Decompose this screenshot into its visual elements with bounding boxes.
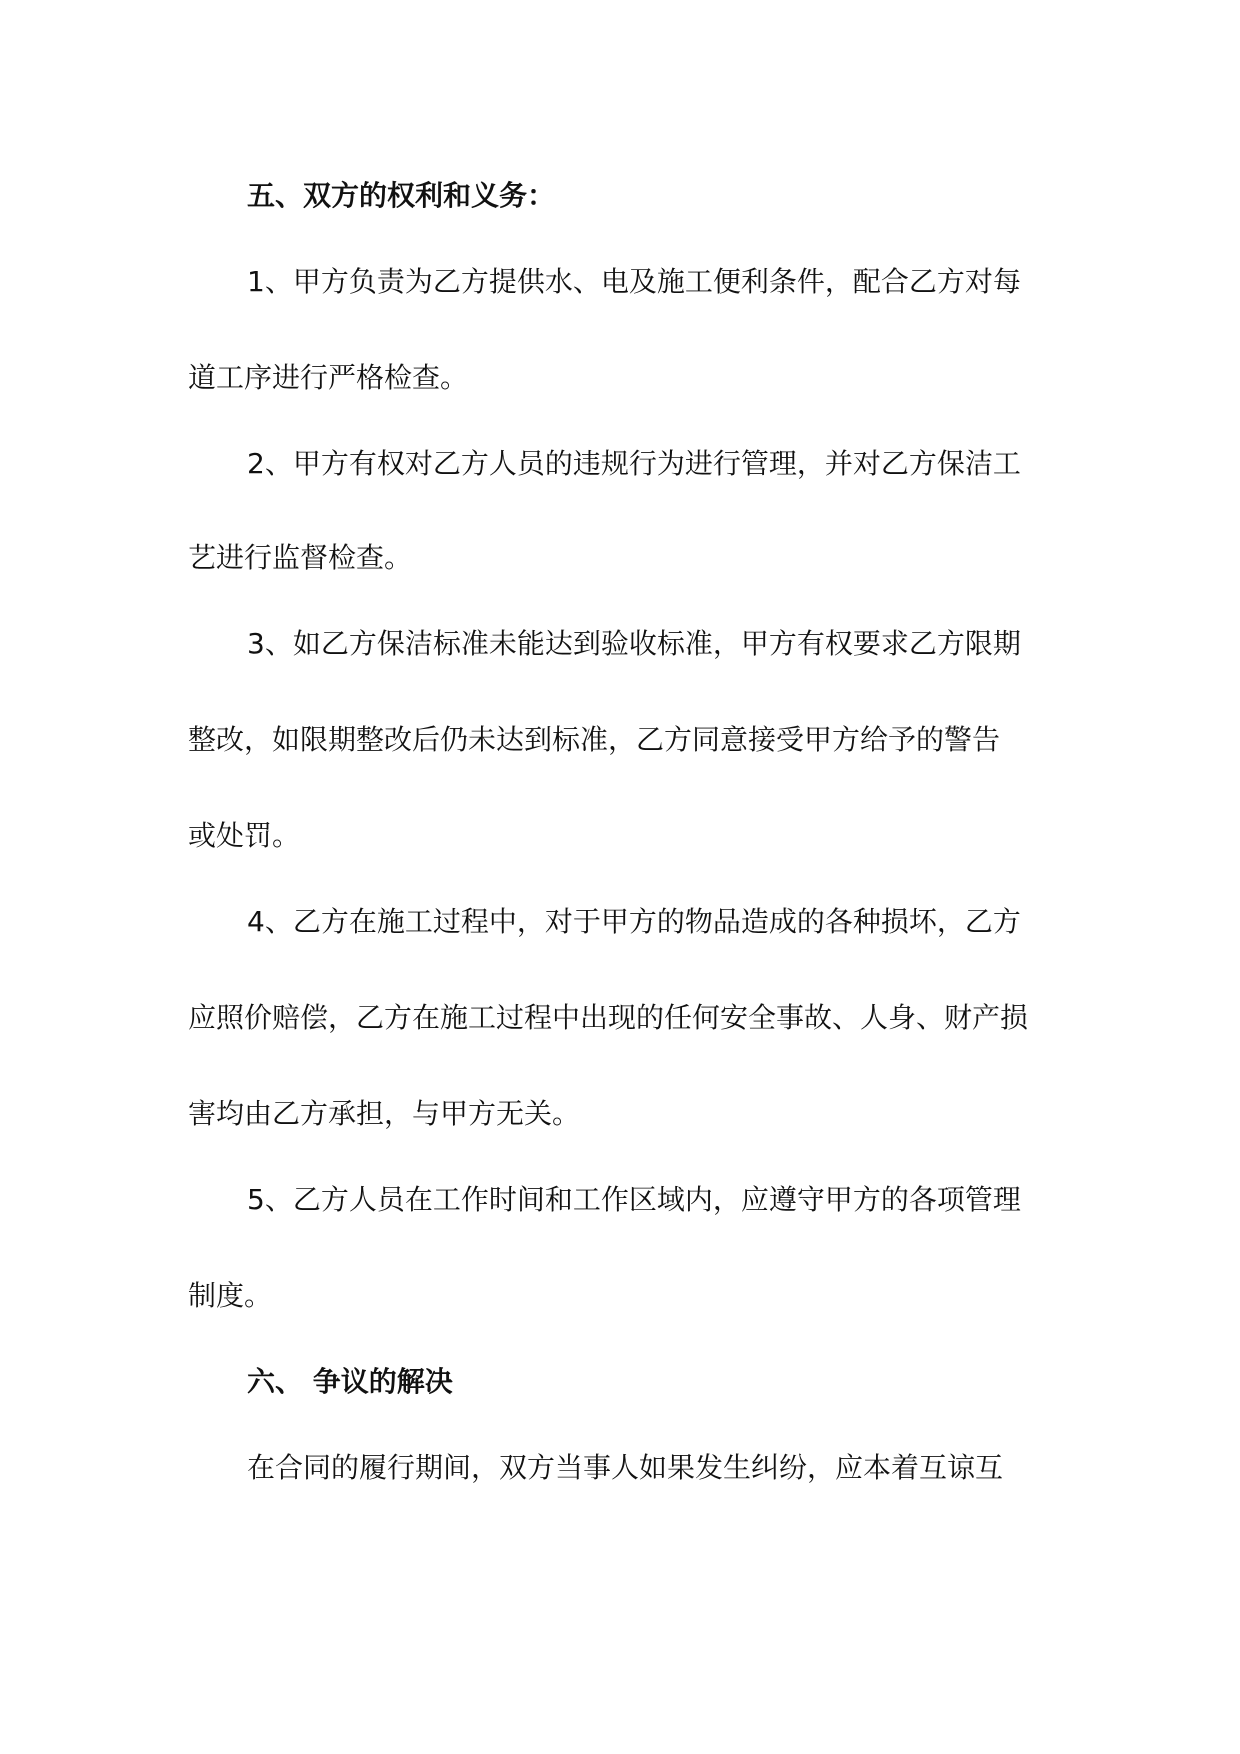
- item-2-line-2: 艺进行监督检查。: [188, 541, 413, 574]
- section-6-heading: 六、 争议的解决: [247, 1365, 453, 1398]
- item-4-line-2: 应照价赔偿，乙方在施工过程中出现的任何安全事故、人身、财产损: [188, 1001, 1029, 1034]
- item-5-line-1: 5、乙方人员在工作时间和工作区域内，应遵守甲方的各项管理: [247, 1183, 1021, 1216]
- section-5-heading: 五、双方的权利和义务：: [247, 179, 556, 212]
- item-3-line-2: 整改，如限期整改后仍未达到标准，乙方同意接受甲方给予的警告: [188, 723, 1001, 756]
- item-1-line-2: 道工序进行严格检查。: [188, 361, 469, 394]
- item-5-line-2: 制度。: [188, 1279, 273, 1312]
- item-2-line-1: 2、甲方有权对乙方人员的违规行为进行管理，并对乙方保洁工: [247, 447, 1021, 480]
- item-1-line-1: 1、甲方负责为乙方提供水、电及施工便利条件，配合乙方对每: [247, 265, 1021, 298]
- item-3-line-1: 3、如乙方保洁标准未能达到验收标准，甲方有权要求乙方限期: [247, 627, 1021, 660]
- item-4-line-3: 害均由乙方承担，与甲方无关。: [188, 1097, 581, 1130]
- section-6-paragraph-line-1: 在合同的履行期间，双方当事人如果发生纠纷，应本着互谅互: [247, 1451, 1004, 1484]
- item-3-line-3: 或处罚。: [188, 819, 301, 852]
- item-4-line-1: 4、乙方在施工过程中，对于甲方的物品造成的各种损坏，乙方: [247, 905, 1021, 938]
